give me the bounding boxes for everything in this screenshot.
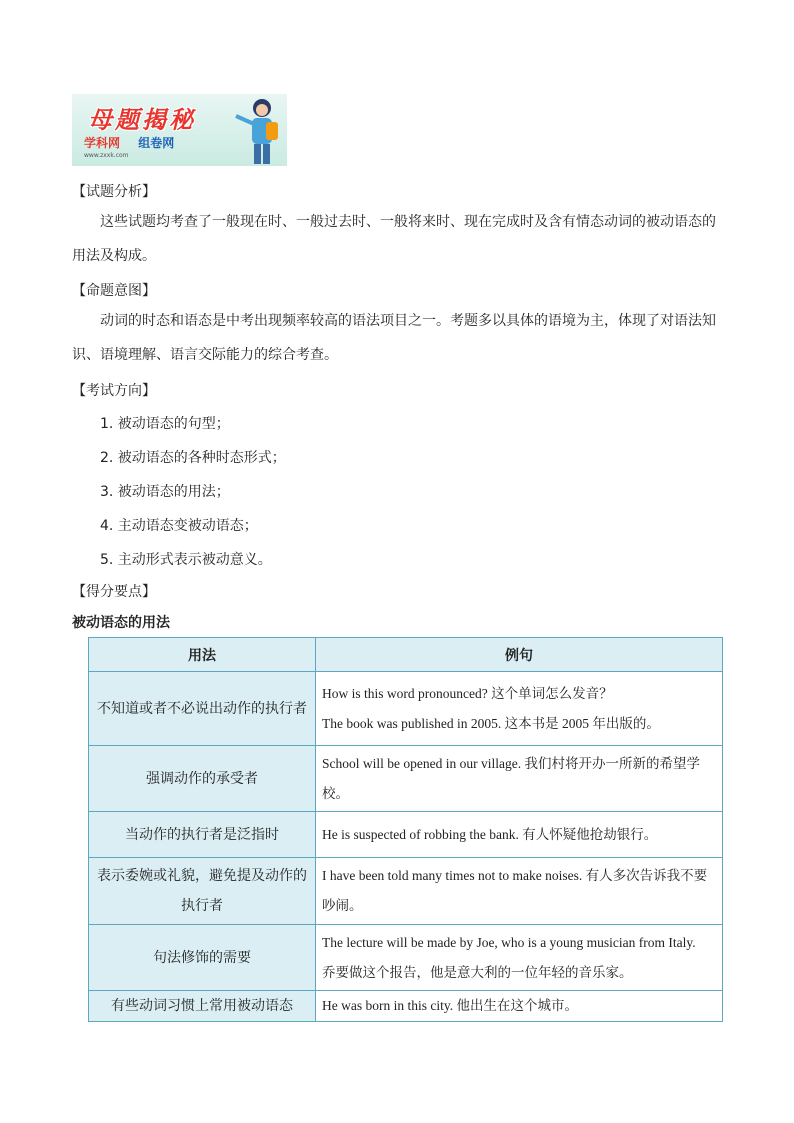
example-cell [316,858,723,925]
intent-text: 动词的时态和语态是中考出现频率较高的语法项目之一。考题多以具体的语境为主，体现了对语法知识、语境理解、语言交际能力的综合考查。 [72,313,716,363]
example-line: He is suspected of robbing the bank. 有人怀疑他抢劫银行。 [322,826,658,842]
table-row [89,991,723,1022]
table-row [89,925,723,991]
points-heading: 【得分要点】 [72,584,156,600]
direction-item: 4. 主动语态变被动语态； [100,518,258,534]
intent-heading: 【命题意图】 [72,283,156,299]
usage-cell: 句法修饰的需要 [89,925,316,991]
table-title: 被动语态的用法 [72,615,170,631]
example-line: The lecture will be made by Joe, who is a young musician from Italy. [322,934,696,950]
usage-cell: 表示委婉或礼貌，避免提及动作的执行者 [89,858,316,925]
passive-voice-table [88,637,723,1022]
header-usage: 用法 [89,638,316,672]
example-line: School will be opened in our village. 我们村将开办一所新的希望学校。 [322,755,700,801]
usage-cell: 当动作的执行者是泛指时 [89,812,316,858]
example-line: The book was published in 2005. 这本书是 2005 年出版的。 [322,715,660,731]
example-cell [316,991,723,1022]
usage-cell: 强调动作的承受者 [89,746,316,812]
direction-item: 3. 被动语态的用法； [100,484,230,500]
example-line: How is this word pronounced? 这个单词怎么发音？ [322,685,613,701]
table-header-row [89,638,723,672]
logo-zujuanwang: 组卷网 [138,136,175,150]
example-cell [316,925,723,991]
example-cell [316,746,723,812]
banner-logos [84,134,174,151]
teacher-figure-icon [232,96,284,166]
example-line: He was born in this city. 他出生在这个城市。 [322,998,578,1013]
usage-cell: 有些动词习惯上常用被动语态 [89,991,316,1022]
analysis-text: 这些试题均考查了一般现在时、一般过去时、一般将来时、现在完成时及含有情态动词的被动语态的用法及构成。 [72,214,716,264]
example-cell [316,812,723,858]
example-cell [316,672,723,746]
banner-title: 母题揭秘 [88,105,196,134]
example-line: I have been told many times not to make noises. 有人多次告诉我不要吵闹。 [322,868,708,913]
analysis-heading: 【试题分析】 [72,184,156,200]
direction-item: 2. 被动语态的各种时态形式； [100,450,286,466]
table-row [89,672,723,746]
table-row [89,858,723,925]
direction-item: 5. 主动形式表示被动意义。 [100,552,272,568]
banner-url: www.zxxk.com [84,152,129,159]
table-row [89,812,723,858]
usage-cell: 不知道或者不必说出动作的执行者 [89,672,316,746]
header-example: 例句 [316,638,723,672]
example-line: 乔要做这个报告，他是意大利的一位年轻的音乐家。 [322,964,633,980]
banner-image [72,94,287,166]
direction-item: 1. 被动语态的句型； [100,416,230,432]
direction-heading: 【考试方向】 [72,383,156,399]
logo-xuekewang: 学科网 [84,136,121,150]
table-row [89,746,723,812]
